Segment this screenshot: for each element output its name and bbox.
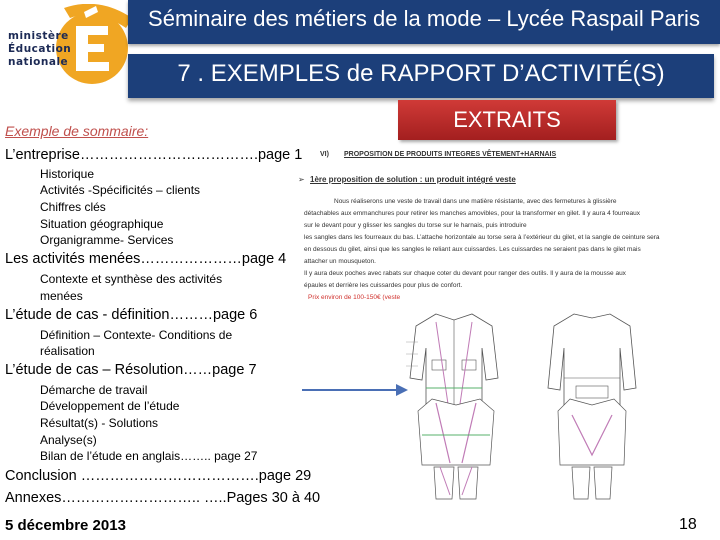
doc-section-number: VI) (320, 151, 329, 158)
report-excerpt (294, 140, 660, 508)
section-title: 7 . EXEMPLES de RAPPORT D’ACTIVITÉ(S) (177, 60, 665, 87)
summary-section-title: Les activités menées…………………page 4 (5, 251, 287, 267)
summary-section-title: Annexes……………………….. …..Pages 30 à 40 (5, 490, 321, 506)
summary-item: Résultat(s) - Solutions (40, 416, 159, 430)
harness-back-sketch (546, 395, 638, 505)
summary-item: Définition – Contexte- Conditions de (40, 328, 233, 342)
logo-line: nationale (8, 56, 69, 68)
doc-paragraph-line: en dessous du gilet, ainsi que les sangles le reliant aux cuissardes. Les cuissardes ne seraient pas dans le gilet mais (304, 246, 641, 253)
summary-item: Contexte et synthèse des activités (40, 272, 223, 286)
doc-paragraph-line: attacher un mousqueton. (304, 258, 376, 265)
extraits-badge: EXTRAITS (398, 100, 616, 140)
logo-line: Éducation (8, 43, 72, 55)
summary-item: Chiffres clés (40, 200, 106, 214)
summary-item: Bilan de l’étude en anglais…….. page 27 (40, 449, 258, 463)
summary-item: menées (40, 289, 83, 303)
doc-paragraph-line: sur le devant pour y glisser les sangles du torse sur le harnais, puis introduire (304, 222, 527, 229)
logo-line: ministère (8, 30, 69, 42)
summary-item: Analyse(s) (40, 433, 97, 447)
doc-paragraph-line: Nous réaliserons une veste de travail dans une matière résistante, avec des fermetures à glissière (334, 198, 617, 205)
doc-paragraph-line: détachables aux emmanchures pour retirer les manches amovibles, pour la transformer en gilet. Il y aura 4 fourreaux (304, 210, 640, 217)
bullet-arrow-icon: ➢ (298, 175, 305, 184)
doc-section-title: PROPOSITION DE PRODUITS INTEGRES VÊTEMENT+HARNAIS (344, 151, 557, 158)
summary-heading: Exemple de sommaire: (5, 123, 149, 139)
summary-item: Situation géographique (40, 217, 164, 231)
page-header-title: Séminaire des métiers de la mode – Lycée Raspail Paris (148, 6, 700, 31)
summary-section-title: L’étude de cas – Résolution……page 7 (5, 362, 257, 378)
summary-item: Développement de l’étude (40, 399, 180, 413)
logo-wordmark (8, 30, 71, 69)
slide-number: 18 (679, 516, 697, 533)
summary-section-title: Conclusion ……………………………….page 29 (5, 468, 312, 484)
summary-section-title: L’étude de cas - définition………page 6 (5, 307, 258, 323)
doc-paragraph-line: Il y aura deux poches avec rabats sur chaque coter du devant pour ranger des outils. Il y aura de la mousse aux (304, 270, 626, 277)
doc-price: Prix environ de 100-150€ (veste (308, 294, 401, 301)
summary-item: Activités -Spécificités – clients (40, 183, 201, 197)
summary-section-title: L’entreprise……………………………….page 1 (5, 147, 303, 163)
harness-vest-sketch (406, 395, 506, 505)
doc-paragraph-line: les sangles dans les fourreaux du bas. L’attache horizontale au torse sera à l’extérieur du gilet, et la sangle de ceinture sera (304, 234, 660, 241)
doc-paragraph-line: épaules et derrière les cuissardes pour plus de confort. (304, 282, 463, 289)
summary-item: Historique (40, 167, 95, 181)
summary-item: Démarche de travail (40, 383, 148, 397)
summary-item: Organigramme- Services (40, 233, 174, 247)
summary-item: réalisation (40, 344, 95, 358)
presentation-date: 5 décembre 2013 (5, 517, 126, 534)
doc-subheading: 1ère proposition de solution : un produit intégré veste (310, 175, 516, 184)
arrow-icon (300, 380, 410, 400)
